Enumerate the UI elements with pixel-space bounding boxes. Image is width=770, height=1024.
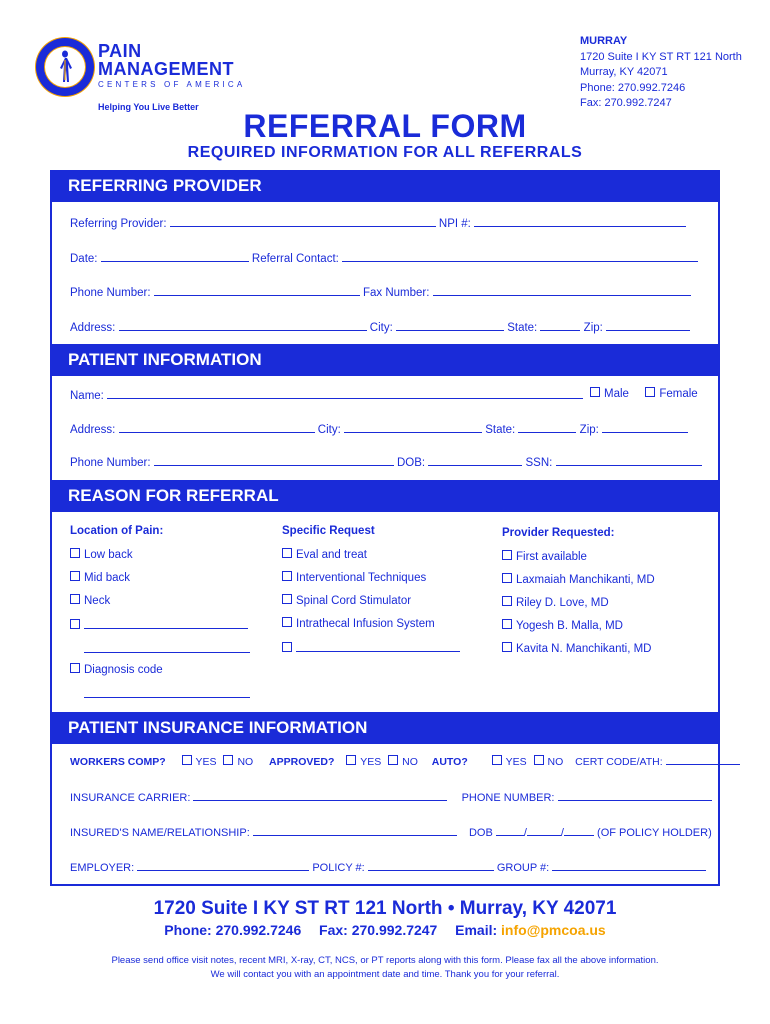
patient-address-label: Address: <box>70 424 116 436</box>
approved-no-checkbox[interactable] <box>388 755 398 765</box>
location-other-field[interactable] <box>84 617 248 629</box>
footer-email-link[interactable]: info@pmcoa.us <box>501 922 606 938</box>
request-option-label: Intrathecal Infusion System <box>296 618 435 630</box>
female-checkbox[interactable] <box>645 387 655 397</box>
provider-requested-heading: Provider Requested: <box>502 527 615 539</box>
tagline: Helping You Live Better <box>98 102 199 112</box>
patient-address-row <box>70 421 688 436</box>
patient-city-field[interactable] <box>344 421 482 433</box>
location-city: MURRAY <box>580 35 628 47</box>
referring-provider-row <box>70 215 686 230</box>
patient-dob-label: DOB: <box>396 457 426 469</box>
patient-phone-label: Phone Number: <box>70 457 151 469</box>
gender-options <box>590 387 698 400</box>
provider-option-label: First available <box>516 551 587 563</box>
request-option[interactable] <box>282 571 426 584</box>
section-insurance-heading: PATIENT INSURANCE INFORMATION <box>50 712 720 744</box>
approved-no-label: NO <box>402 756 418 768</box>
provider-option-label: Laxmaiah Manchikanti, MD <box>516 574 655 586</box>
checkbox-icon[interactable] <box>282 548 292 558</box>
provider-option[interactable] <box>502 550 587 563</box>
specific-request-heading: Specific Request <box>282 525 375 537</box>
checkbox-icon[interactable] <box>70 594 80 604</box>
request-option[interactable] <box>282 594 411 607</box>
female-label: Female <box>659 388 698 400</box>
patient-ssn-field[interactable] <box>556 454 702 466</box>
location-other-field-2[interactable] <box>84 641 250 653</box>
referral-contact-label: Referral Contact: <box>251 253 339 265</box>
insured-dob-label: DOB <box>468 827 493 839</box>
location-option-other[interactable] <box>70 617 248 632</box>
approved-yes-label: YES <box>360 756 382 768</box>
checkbox-icon[interactable] <box>502 642 512 652</box>
cert-code-label: CERT CODE/ATH: <box>575 756 663 768</box>
workers-comp-label: WORKERS COMP? <box>70 756 166 768</box>
provider-zip-label: Zip: <box>583 322 603 334</box>
date-field[interactable] <box>101 250 249 262</box>
employer-label: EMPLOYER: <box>70 862 135 874</box>
provider-fax-label: Fax Number: <box>362 287 430 299</box>
request-option[interactable] <box>282 548 367 561</box>
policy-label: POLICY #: <box>312 862 365 874</box>
policy-field[interactable] <box>368 859 494 871</box>
provider-address-row <box>70 319 690 334</box>
patient-address-field[interactable] <box>119 421 315 433</box>
checkbox-icon[interactable] <box>502 550 512 560</box>
page-subtitle: REQUIRED INFORMATION FOR ALL REFERRALS <box>187 144 583 161</box>
location-street: 1720 Suite I KY ST RT 121 North <box>580 50 742 63</box>
diagnosis-option[interactable] <box>70 663 163 676</box>
footer-note-2: We will contact you with an appointment date and time. Thank you for your referral. <box>210 969 560 980</box>
checkbox-icon[interactable] <box>70 619 80 629</box>
diagnosis-code-field[interactable] <box>84 686 250 698</box>
auto-label: AUTO? <box>431 756 468 768</box>
checkbox-icon[interactable] <box>502 619 512 629</box>
footer-address: 1720 Suite I KY ST RT 121 North • Murray, KY 42071 <box>153 898 617 919</box>
workers-comp-yes-checkbox[interactable] <box>182 755 192 765</box>
insured-name-label: INSURED'S NAME/RELATIONSHIP: <box>70 827 250 839</box>
provider-city-label: City: <box>369 322 393 334</box>
patient-ssn-label: SSN: <box>525 457 553 469</box>
patient-dob-field[interactable] <box>428 454 522 466</box>
approved-yes-checkbox[interactable] <box>346 755 356 765</box>
location-other-line2[interactable] <box>84 641 250 656</box>
checkbox-icon[interactable] <box>282 594 292 604</box>
provider-state-field[interactable] <box>540 319 580 331</box>
workers-comp-no-label: NO <box>237 756 254 768</box>
cert-code-field[interactable] <box>666 754 740 765</box>
provider-option[interactable] <box>502 642 652 655</box>
dob-separator: / <box>523 827 527 839</box>
provider-option-label: Kavita N. Manchikanti, MD <box>516 643 652 655</box>
diagnosis-line[interactable] <box>84 686 250 701</box>
patient-zip-field[interactable] <box>602 421 688 433</box>
footer-contact <box>0 922 770 938</box>
dob-year-field[interactable] <box>564 824 594 836</box>
patient-state-label: State: <box>485 424 516 436</box>
brand-name-management: MANAGEMENT <box>98 59 234 79</box>
dob-month-field[interactable] <box>496 824 524 836</box>
auto-yes-checkbox[interactable] <box>492 755 502 765</box>
male-label: Male <box>604 388 629 400</box>
provider-option-label: Riley D. Love, MD <box>516 597 609 609</box>
request-option[interactable] <box>282 617 435 630</box>
provider-phone-label: Phone Number: <box>70 287 151 299</box>
insurance-phone-label: PHONE NUMBER: <box>461 792 555 804</box>
footer-email-label: Email: <box>455 922 498 938</box>
workers-comp-no-checkbox[interactable] <box>223 755 233 765</box>
dob-day-field[interactable] <box>527 824 561 836</box>
provider-address-label: Address: <box>70 322 116 334</box>
workers-comp-yes-label: YES <box>195 756 217 768</box>
logo-emblem <box>34 36 96 98</box>
section-patient-info-heading: PATIENT INFORMATION <box>50 344 720 376</box>
location-citystate: Murray, KY 42071 <box>580 66 668 78</box>
section-reason-heading: REASON FOR REFERRAL <box>50 480 720 512</box>
insurance-carrier-field[interactable] <box>193 789 447 801</box>
patient-zip-label: Zip: <box>579 424 599 436</box>
checkbox-icon[interactable] <box>502 596 512 606</box>
group-field[interactable] <box>552 859 706 871</box>
provider-option[interactable] <box>502 573 655 586</box>
provider-phone-field[interactable] <box>154 284 360 296</box>
patient-phone-field[interactable] <box>154 454 394 466</box>
provider-state-label: State: <box>507 322 538 334</box>
checkbox-icon[interactable] <box>282 642 292 652</box>
provider-option[interactable] <box>502 596 609 609</box>
checkbox-icon[interactable] <box>70 548 80 558</box>
approved-label: APPROVED? <box>269 756 335 768</box>
male-checkbox[interactable] <box>590 387 600 397</box>
location-of-pain-heading: Location of Pain: <box>70 525 164 537</box>
request-option-label: Spinal Cord Stimulator <box>296 595 412 607</box>
checkbox-icon[interactable] <box>282 571 292 581</box>
brand-name-centers: CENTERS OF AMERICA <box>98 80 246 89</box>
group-label: GROUP #: <box>496 862 550 874</box>
patient-name-label: Name: <box>70 390 104 402</box>
footer-note-1: Please send office visit notes, recent MRI, X-ray, CT, NCS, or PT reports along with this form. Please fax all the above information. <box>111 955 659 966</box>
referral-contact-field[interactable] <box>342 250 698 262</box>
checkbox-icon[interactable] <box>70 571 80 581</box>
request-option-other[interactable] <box>282 640 460 655</box>
insurance-carrier-row <box>70 789 712 804</box>
provider-address-field[interactable] <box>119 319 367 331</box>
provider-city-field[interactable] <box>396 319 504 331</box>
npi-label: NPI #: <box>438 218 471 230</box>
location-option-label: Mid back <box>84 572 131 584</box>
date-row <box>70 250 698 265</box>
dob-separator: / <box>560 827 564 839</box>
checkbox-icon[interactable] <box>282 617 292 627</box>
diagnosis-label: Diagnosis code <box>84 664 163 676</box>
insurance-carrier-label: INSURANCE CARRIER: <box>70 792 191 804</box>
patient-city-label: City: <box>317 424 341 436</box>
location-option-label: Neck <box>84 595 111 607</box>
location-option[interactable] <box>70 594 110 607</box>
location-phone: Phone: 270.992.7246 <box>580 81 686 94</box>
request-other-field[interactable] <box>296 640 460 652</box>
location-option[interactable] <box>70 571 130 584</box>
referring-provider-label: Referring Provider: <box>70 218 167 230</box>
location-address-block <box>580 34 742 112</box>
patient-name-row <box>70 387 583 402</box>
employer-field[interactable] <box>137 859 309 871</box>
patient-phone-row <box>70 454 702 469</box>
provider-zip-field[interactable] <box>606 319 690 331</box>
location-fax: Fax: 270.992.7247 <box>580 97 672 109</box>
location-option-label: Low back <box>84 549 133 561</box>
npi-field[interactable] <box>474 215 686 227</box>
checkbox-icon[interactable] <box>502 573 512 583</box>
brand-name-pain: PAIN <box>98 41 142 61</box>
employer-row <box>70 859 706 874</box>
phone-fax-row <box>70 284 691 299</box>
insurance-phone-field[interactable] <box>558 789 712 801</box>
patient-state-field[interactable] <box>518 421 576 433</box>
request-option-label: Eval and treat <box>296 549 367 561</box>
insured-name-field[interactable] <box>253 824 457 836</box>
section-referring-provider-heading: REFERRING PROVIDER <box>50 170 720 202</box>
auto-no-label: NO <box>547 756 564 768</box>
page-title: REFERRAL FORM <box>243 108 527 144</box>
request-option-label: Interventional Techniques <box>296 572 427 584</box>
provider-option-label: Yogesh B. Malla, MD <box>516 620 623 632</box>
footer-fax: Fax: 270.992.7247 <box>319 922 438 938</box>
provider-option[interactable] <box>502 619 623 632</box>
footer-phone: Phone: 270.992.7246 <box>164 922 302 938</box>
insured-row <box>70 824 712 839</box>
checkbox-icon[interactable] <box>70 663 80 673</box>
auto-yes-label: YES <box>505 756 527 768</box>
provider-fax-field[interactable] <box>433 284 691 296</box>
patient-name-field[interactable] <box>107 387 583 399</box>
insurance-flags-row <box>70 754 740 768</box>
referring-provider-field[interactable] <box>170 215 436 227</box>
auto-no-checkbox[interactable] <box>534 755 544 765</box>
date-label: Date: <box>70 253 98 265</box>
policy-holder-note: (OF POLICY HOLDER) <box>597 827 712 839</box>
location-option[interactable] <box>70 548 133 561</box>
